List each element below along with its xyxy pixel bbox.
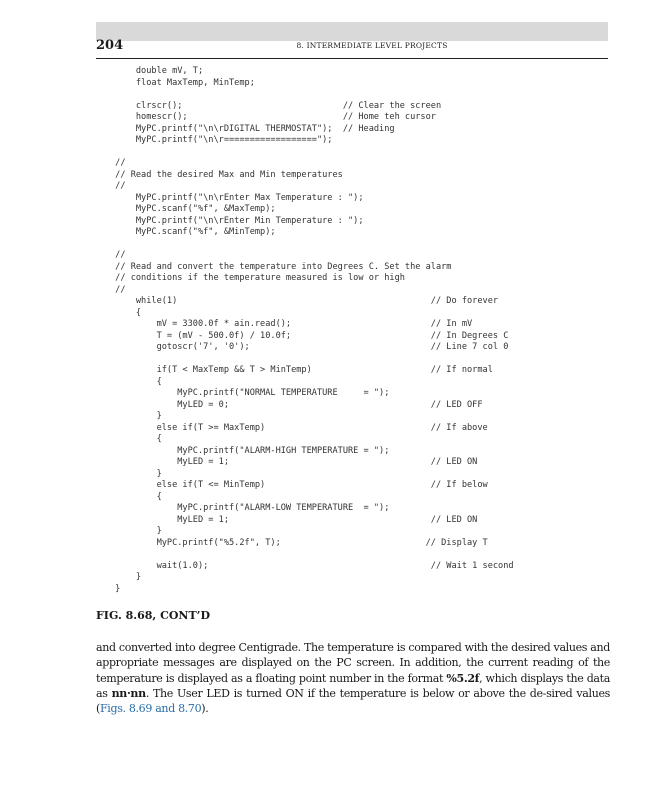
code-line: { — [110, 307, 142, 318]
code-line: // Read and convert the temperature into Degrees C. Set the alarm — [110, 261, 452, 272]
code-line: float MaxTemp, MinTemp; — [110, 77, 255, 88]
code-line: { — [110, 434, 162, 444]
figure-caption: FIG. 8.68, CONT’D — [96, 609, 211, 622]
code-line — [110, 354, 514, 366]
code-line — [110, 549, 514, 561]
code-line: T = (mV - 500.0f) / 10.0f; // In Degrees C — [110, 330, 509, 341]
code-line: else if(T >= MaxTemp) // If above — [110, 422, 488, 433]
code-line: double mV, T; — [110, 66, 204, 76]
figure-reference-link[interactable]: Figs. 8.69 and 8.70 — [99, 702, 202, 716]
code-line: // — [110, 284, 126, 295]
code-line: } — [110, 411, 162, 421]
code-line: MyPC.printf("NORMAL TEMPERATURE = "); — [110, 388, 390, 398]
code-line: } — [110, 583, 121, 594]
code-line: { — [110, 376, 162, 387]
code-line: if(T < MaxTemp && T > MinTemp) // If normal — [110, 365, 493, 375]
code-line: MyPC.printf("%5.2f", T); // Display T — [110, 537, 488, 548]
header-rule — [96, 58, 608, 59]
code-line: // — [110, 181, 126, 191]
paragraph-text: , which displays the data as — [96, 671, 610, 700]
code-listing — [110, 66, 514, 595]
code-line: MyPC.printf("\n\rEnter Max Temperature : "); — [110, 192, 364, 203]
code-line — [110, 89, 514, 101]
code-line: // Read the desired Max and Min temperatures — [110, 169, 343, 180]
code-line: } — [110, 468, 162, 479]
code-line: MyPC.scanf("%f", &MinTemp); — [110, 227, 276, 237]
code-line: // — [110, 158, 126, 168]
code-line: MyPC.scanf("%f", &MaxTemp); — [110, 204, 276, 214]
code-line: MyPC.printf("\n\r=================="); — [110, 135, 333, 145]
code-line: MyPC.printf("\n\rEnter Min Temperature : "); — [110, 215, 364, 226]
format-code: %5.2f — [446, 671, 480, 685]
code-line: // conditions if the temperature measured is low or high — [110, 273, 405, 283]
running-head: 8. INTERMEDIATE LEVEL PROJECTS — [296, 41, 448, 50]
code-line: clrscr(); // Clear the screen — [110, 100, 442, 111]
code-line: MyPC.printf("\n\rDIGITAL THERMOSTAT"); // Heading — [110, 123, 395, 134]
data-format: nn·nn — [111, 686, 146, 700]
code-line: wait(1.0); // Wait 1 second — [110, 560, 514, 571]
code-line: else if(T <= MinTemp) // If below — [110, 480, 488, 490]
code-line: MyPC.printf("ALARM-LOW TEMPERATURE = "); — [110, 503, 390, 513]
code-line: homescr(); // Home teh cursor — [110, 112, 436, 122]
page-number: 204 — [96, 38, 124, 53]
code-line: while(1) // Do forever — [110, 296, 499, 306]
code-line — [110, 239, 514, 251]
code-line: { — [110, 491, 162, 502]
body-paragraph — [96, 640, 610, 716]
code-line: MyLED = 1; // LED ON — [110, 457, 478, 467]
paragraph-text: and converted into degree Centigrade. The temperature is compared with the desired values and appropriate messages are displayed on the PC screen. In addition, the current reading of the temperature is displayed as a floating point number in the format — [96, 641, 611, 685]
code-line: gotoscr('7', '0'); // Line 7 col 0 — [110, 342, 509, 352]
paragraph-text: . The User LED is turned ON if the temperature is below or above the de-sired values ( — [96, 686, 611, 716]
code-line — [110, 147, 514, 159]
header-bar — [96, 22, 608, 41]
code-line: MyLED = 1; // LED ON — [110, 514, 478, 525]
code-line: } — [110, 572, 142, 582]
code-line: MyPC.printf("ALARM-HIGH TEMPERATURE = "); — [110, 445, 390, 456]
code-line: MyLED = 0; // LED OFF — [110, 399, 483, 410]
code-line: } — [110, 526, 162, 536]
code-line: mV = 3300.0f * ain.read(); // In mV — [110, 319, 473, 329]
code-line: // — [110, 250, 126, 260]
paragraph-text: ). — [201, 702, 209, 716]
